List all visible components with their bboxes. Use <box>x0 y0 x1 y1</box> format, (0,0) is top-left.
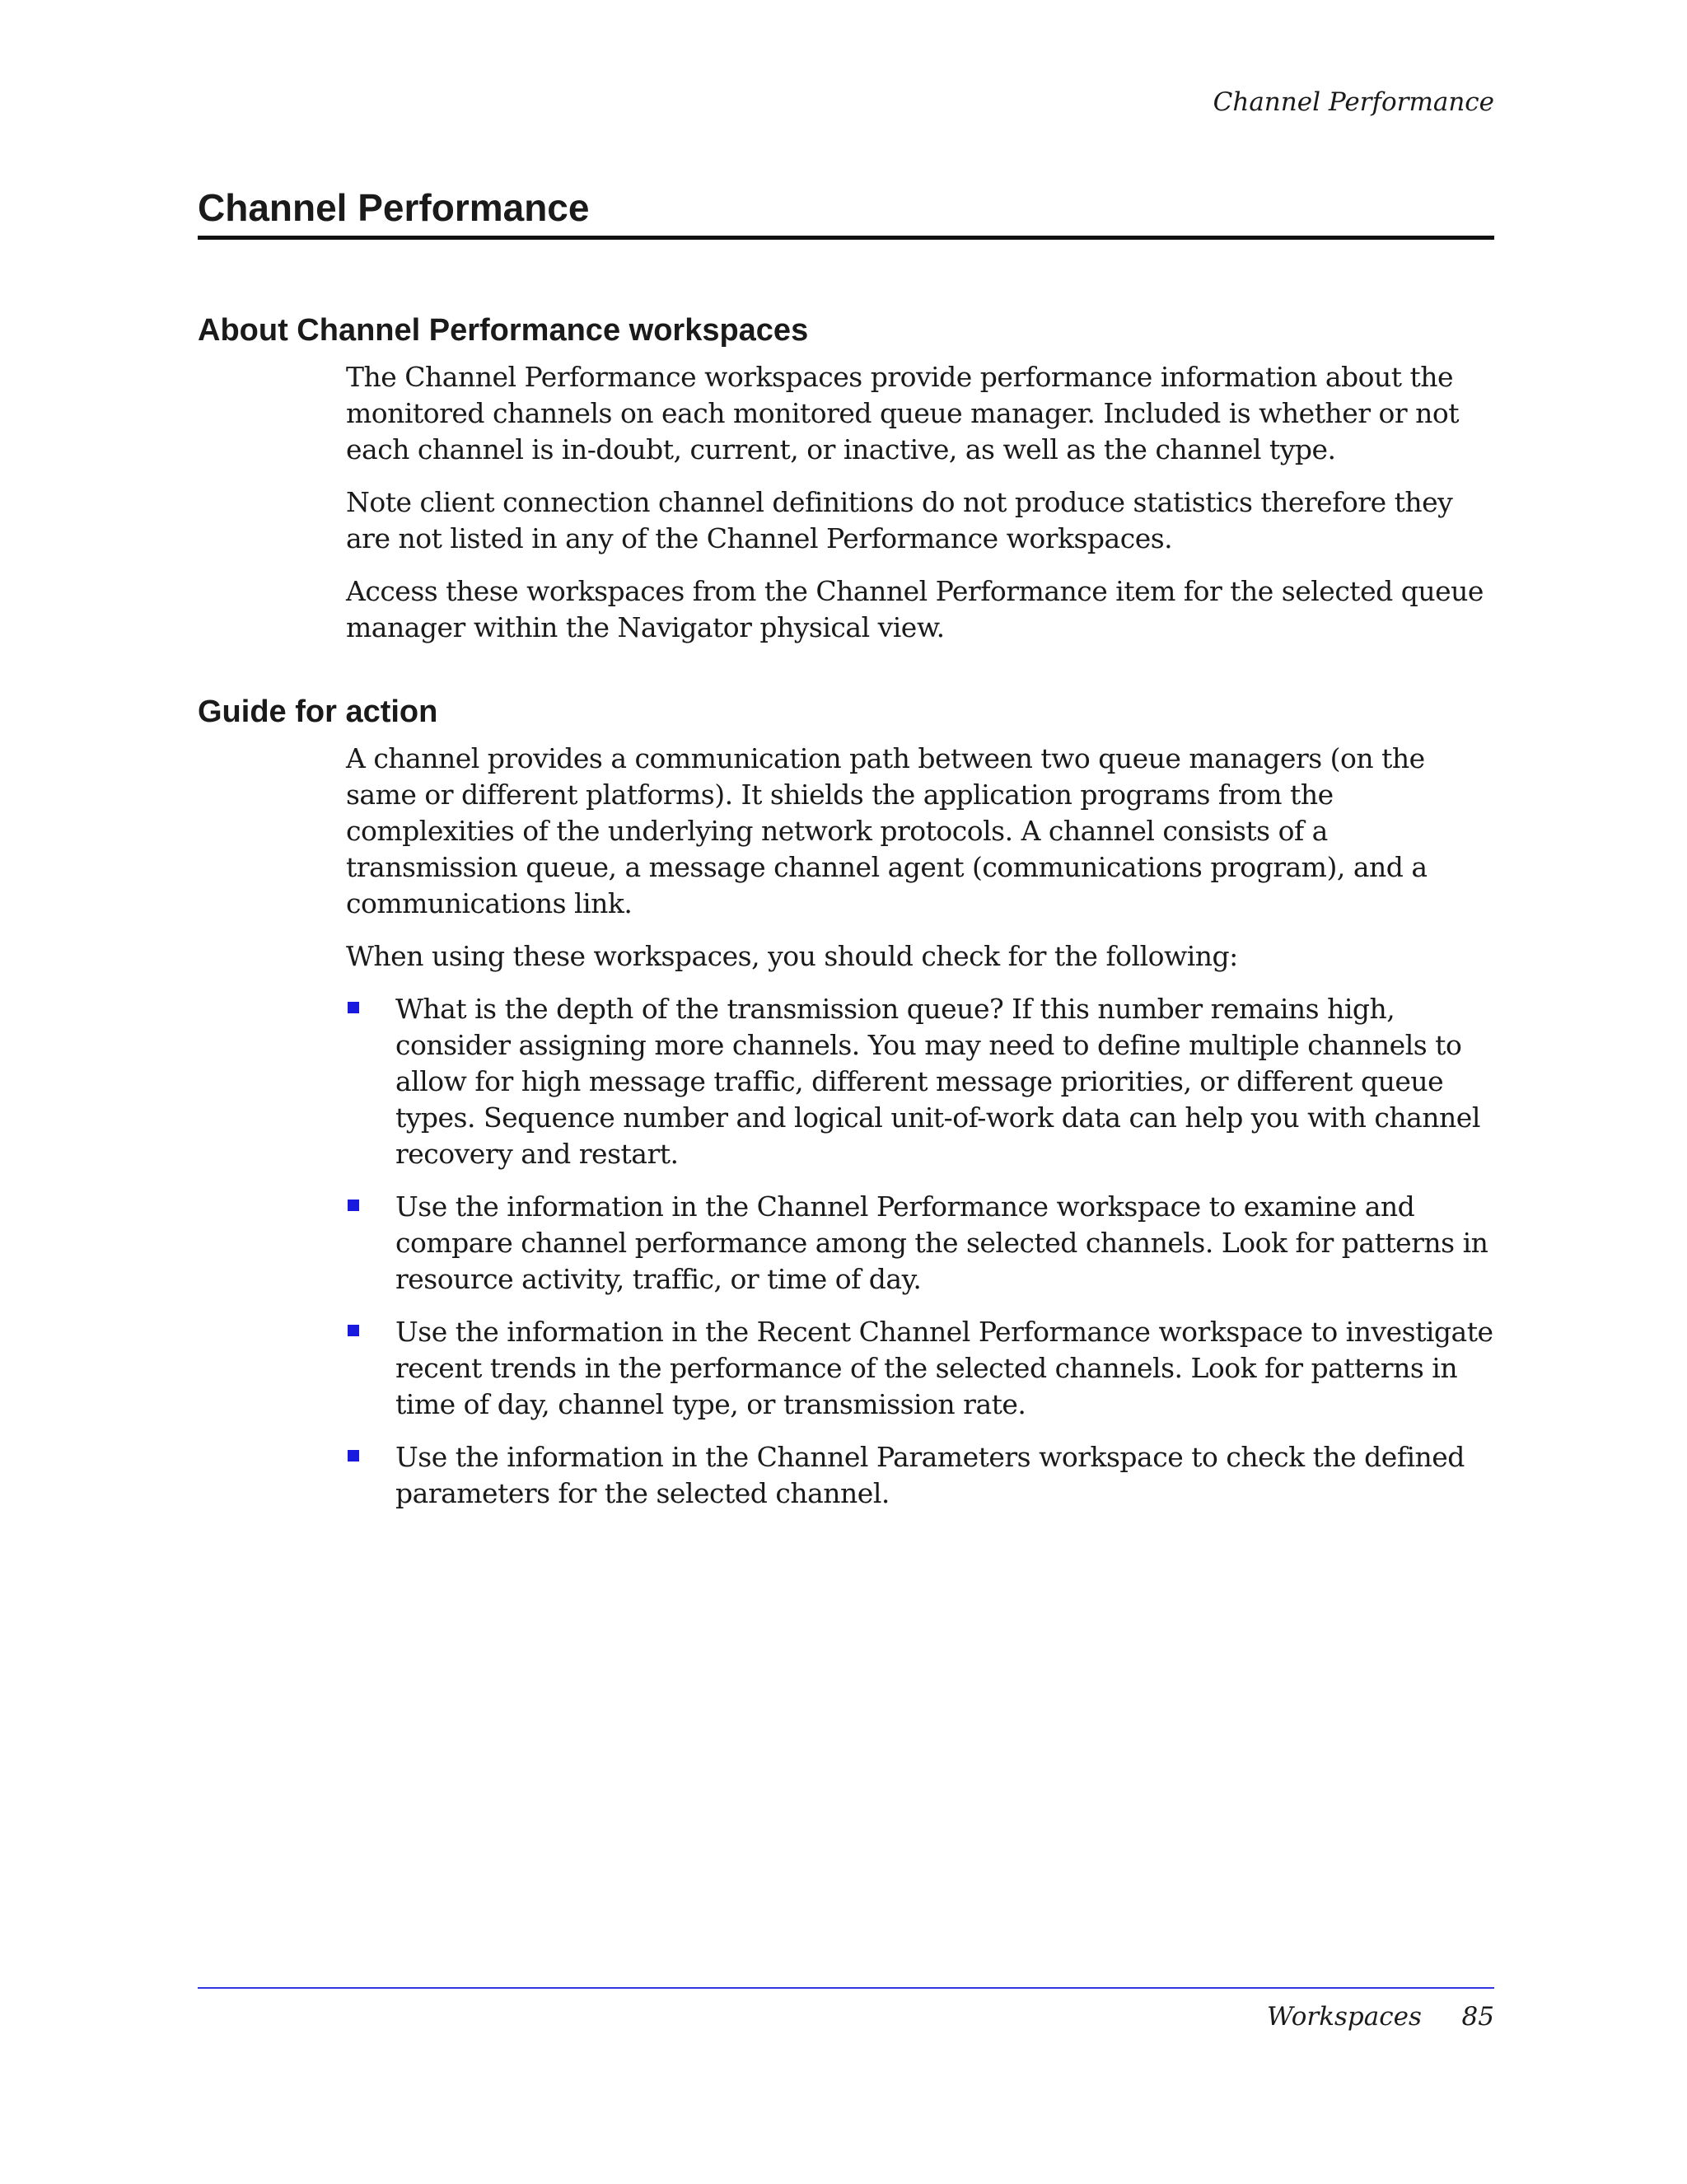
list-item-text: Use the information in the Channel Performance workspace to examine and compare channel performance among the selected channels. Look for patterns in resource activity, traffic, or time of day. <box>395 1190 1488 1295</box>
paragraph: A channel provides a communication path between two queue managers (on the same or different platforms). It shields the application programs from the complexities of the underlying network protocols. A channel consists of a transmission queue, a message channel agent (communications program), and a communications link. <box>346 742 1428 919</box>
list-item <box>346 1439 1499 1512</box>
square-bullet-icon <box>348 1325 359 1336</box>
list-item-text: What is the depth of the transmission queue? If this number remains high, consider assigning more channels. You may need to define multiple channels to allow for high message traffic, different message priorities, or different queue types. Sequence number and logical unit-of-work data can help you with channel recovery and restart. <box>395 993 1480 1170</box>
section-heading-guide: Guide for action <box>198 694 438 729</box>
list-item <box>346 1314 1499 1423</box>
paragraph: Access these workspaces from the Channel Performance item for the selected queue manager within the Navigator physical view. <box>346 575 1484 643</box>
square-bullet-icon <box>348 1450 359 1461</box>
square-bullet-icon <box>348 1200 359 1211</box>
running-header: Channel Performance <box>1213 87 1494 117</box>
list-item-text: Use the information in the Recent Channel Performance workspace to investigate recent trends in the performance of the selected channels. Look for patterns in time of day, channel type, or transmission rate. <box>395 1316 1493 1420</box>
square-bullet-icon <box>348 1002 359 1013</box>
section-body-about <box>346 359 1499 646</box>
section-heading-about: About Channel Performance workspaces <box>198 313 809 348</box>
list-item-text: Use the information in the Channel Parameters workspace to check the defined parameters for the selected channel. <box>395 1441 1465 1509</box>
page-number: 85 <box>1461 2002 1494 2032</box>
list-item <box>346 991 1499 1172</box>
section-about <box>198 310 1494 662</box>
paragraph: Note client connection channel definitions do not produce statistics therefore they are not listed in any of the Channel Performance workspaces. <box>346 486 1453 554</box>
footer-rule <box>198 1987 1494 1989</box>
chapter-title: Channel Performance <box>198 183 1494 240</box>
section-guide <box>198 691 1494 1528</box>
section-body-guide <box>346 741 1499 1512</box>
footer-section-name: Workspaces <box>1267 2002 1422 2032</box>
list-item <box>346 1189 1499 1298</box>
paragraph: The Channel Performance workspaces provide performance information about the monitored channels on each monitored queue manager. Included is whether or not each channel is in-doubt, current, or inactive, as well as the channel type. <box>346 361 1460 465</box>
guidance-list <box>346 991 1499 1512</box>
paragraph: When using these workspaces, you should check for the following: <box>346 940 1238 972</box>
